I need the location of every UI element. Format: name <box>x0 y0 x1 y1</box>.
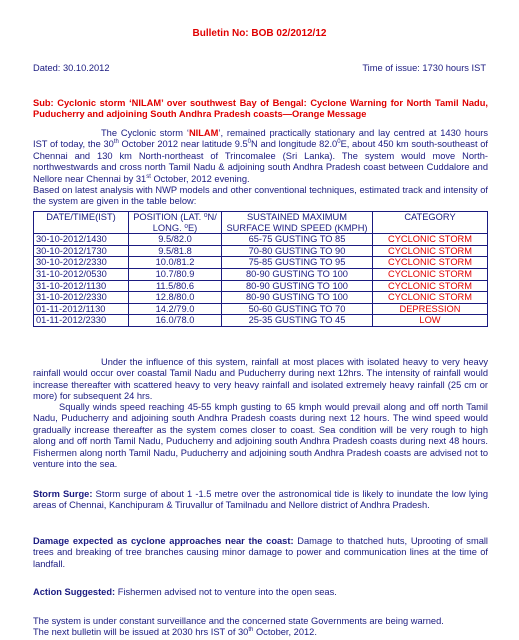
bulletin-title: Bulletin No: BOB 02/2012/12 <box>192 28 327 39</box>
cell-datetime: 30-10-2012/1730 <box>34 245 129 257</box>
cell-category: LOW <box>373 315 488 327</box>
subject-line: Sub: Cyclonic storm ‘NILAM’ over southwest Bay of Bengal: Cyclone Warning for North Tamil Nadu, Puducherry and adjoining South Andhra Pradesh coasts—Orange Message <box>33 98 488 120</box>
issue-time-label: Time of issue: 1730 hours IST <box>362 63 486 73</box>
cell-category: CYCLONIC STORM <box>373 234 488 246</box>
cell-position: 9.5/81.8 <box>129 245 222 257</box>
table-row <box>34 315 488 327</box>
storm-surge-label: Storm Surge: <box>33 489 93 499</box>
paragraph-analysis: Based on latest analysis with NWP models and other conventional techniques, estimated track and intensity of the system are given in the table below: <box>33 185 488 207</box>
header-datetime: DATE/TIME(IST) <box>34 212 129 234</box>
cell-position: 11.5/80.6 <box>129 280 222 292</box>
closing-next-bulletin <box>33 627 488 638</box>
cell-wind-speed: 80-90 GUSTING TO 100 <box>222 292 373 304</box>
p1-b: ’, remained practically stationary and lay centred at 1430 hours IST of today, the 30 <box>33 128 488 150</box>
p1-sup3: 0 <box>337 139 341 146</box>
storm-surge-text: Storm surge of about 1 -1.5 metre over the astronomical tide is likely to inundate the low lying areas of Chennai, Kanchipuram & Tiruvallur of Tamilnadu and Nellore district of Andhra Pradesh. <box>33 489 488 511</box>
cell-datetime: 30-10-2012/2330 <box>34 257 129 269</box>
cyclone-name: NILAM <box>188 128 219 138</box>
cell-datetime: 01-11-2012/1130 <box>34 303 129 315</box>
table-row <box>34 303 488 315</box>
cell-category: CYCLONIC STORM <box>373 268 488 280</box>
cell-category: CYCLONIC STORM <box>373 280 488 292</box>
header-position: POSITION (LAT. ⁰N/ LONG. ⁰E) <box>129 212 222 234</box>
p1-sup2: 0 <box>247 139 252 146</box>
p1-c: October 2012 near latitude 9.5 <box>118 139 248 150</box>
header-category: CATEGORY <box>373 212 488 234</box>
paragraph-cyclone-position <box>33 128 488 185</box>
action-label: Action Suggested: <box>33 587 116 597</box>
table-row <box>34 257 488 269</box>
table-row <box>34 245 488 257</box>
cell-wind-speed: 75-85 GUSTING TO 95 <box>222 257 373 269</box>
paragraph-damage <box>33 536 488 570</box>
table-row <box>34 268 488 280</box>
p1-e: E, about 450 km south-southeast of Chennai and 130 km North-northeast of Trincomalee (Sri Lanka). The system would move North-northwestwards and cross north Tamil Nadu & adjoining south Andhra Pradesh coast between Cuddalore and Nellore near Chennai by 31 <box>33 139 488 184</box>
header-wind-speed: SUSTAINED MAXIMUM SURFACE WIND SPEED (KMPH) <box>222 212 373 234</box>
cell-datetime: 31-10-2012/2330 <box>34 292 129 304</box>
cell-position: 12.8/80.0 <box>129 292 222 304</box>
damage-label: Damage expected as cyclone approaches near the coast: <box>33 536 294 546</box>
cell-datetime: 31-10-2012/0530 <box>34 268 129 280</box>
cell-position: 10.7/80.9 <box>129 268 222 280</box>
cell-wind-speed: 80-90 GUSTING TO 100 <box>222 280 373 292</box>
table-header-row <box>34 212 488 234</box>
closing2-b: October, 2012. <box>253 627 317 637</box>
cell-datetime: 30-10-2012/1430 <box>34 234 129 246</box>
cell-wind-speed: 50-60 GUSTING TO 70 <box>222 303 373 315</box>
action-text: Fishermen advised not to venture into the open seas. <box>115 587 337 597</box>
cell-datetime: 01-11-2012/2330 <box>34 315 129 327</box>
track-intensity-table <box>33 211 488 327</box>
table-row <box>34 234 488 246</box>
cell-datetime: 31-10-2012/1130 <box>34 280 129 292</box>
closing-surveillance: The system is under constant surveillance and the concerned state Governments are being warned. <box>33 616 444 626</box>
cell-category: DEPRESSION <box>373 303 488 315</box>
paragraph-action <box>33 587 488 598</box>
cell-wind-speed: 70-80 GUSTING TO 90 <box>222 245 373 257</box>
paragraph-storm-surge <box>33 489 488 512</box>
cell-category: CYCLONIC STORM <box>373 257 488 269</box>
table-row <box>34 280 488 292</box>
cell-position: 14.2/79.0 <box>129 303 222 315</box>
closing2-a: The next bulletin will be issued at 2030 hrs IST of 30 <box>33 627 249 637</box>
table-row <box>34 292 488 304</box>
cell-position: 10.0/81.2 <box>129 257 222 269</box>
p1-sup4: st <box>146 173 151 180</box>
p1-d: N and longitude 82.0 <box>251 139 338 150</box>
damage-text: Damage to thatched huts, Uprooting of small trees and breaking of tree branches causing minor damage to power and communication lines at the time of landfall. <box>33 536 488 569</box>
cell-position: 9.5/82.0 <box>129 234 222 246</box>
p1-a: The Cyclonic storm ‘ <box>101 128 189 138</box>
closing2-sup: th <box>248 626 254 633</box>
cell-wind-speed: 25-35 GUSTING TO 45 <box>222 315 373 327</box>
cell-category: CYCLONIC STORM <box>373 245 488 257</box>
cell-category: CYCLONIC STORM <box>373 292 488 304</box>
paragraph-winds: Squally winds speed reaching 45-55 kmph gusting to 65 kmph would prevail along and off north Tamil Nadu, Puducherry and adjoining south Andhra Pradesh coasts during next 12 hours. The wind speed would gradually increase thereafter as the system comes closer to coast. Sea condition will be very rough to high along and off north Tamil Nadu, Puducherry and adjoining south Andhra Pradesh coasts during next 48 hours. Fishermen along north Tamil Nadu, Puducherry and adjoining south Andhra Pradesh coasts are advised not to venture into the sea. <box>33 402 488 470</box>
cell-position: 16.0/78.0 <box>129 315 222 327</box>
p1-f: October, 2012 evening. <box>150 173 250 184</box>
cell-wind-speed: 65-75 GUSTING TO 85 <box>222 234 373 246</box>
paragraph-rainfall: Under the influence of this system, rainfall at most places with isolated heavy to very heavy rainfall would occur over coastal Tamil Nadu and Puducherry during next 12hrs. The intensity of rainfall would increase thereafter with scattered heavy to very heavy rainfall and isolated extremely heavy rainfall (25 cm or more) for subsequent 24 hrs. <box>33 357 488 402</box>
dated-label: Dated: 30.10.2012 <box>33 63 110 73</box>
p1-sup1: th <box>113 139 119 146</box>
cell-wind-speed: 80-90 GUSTING TO 100 <box>222 268 373 280</box>
